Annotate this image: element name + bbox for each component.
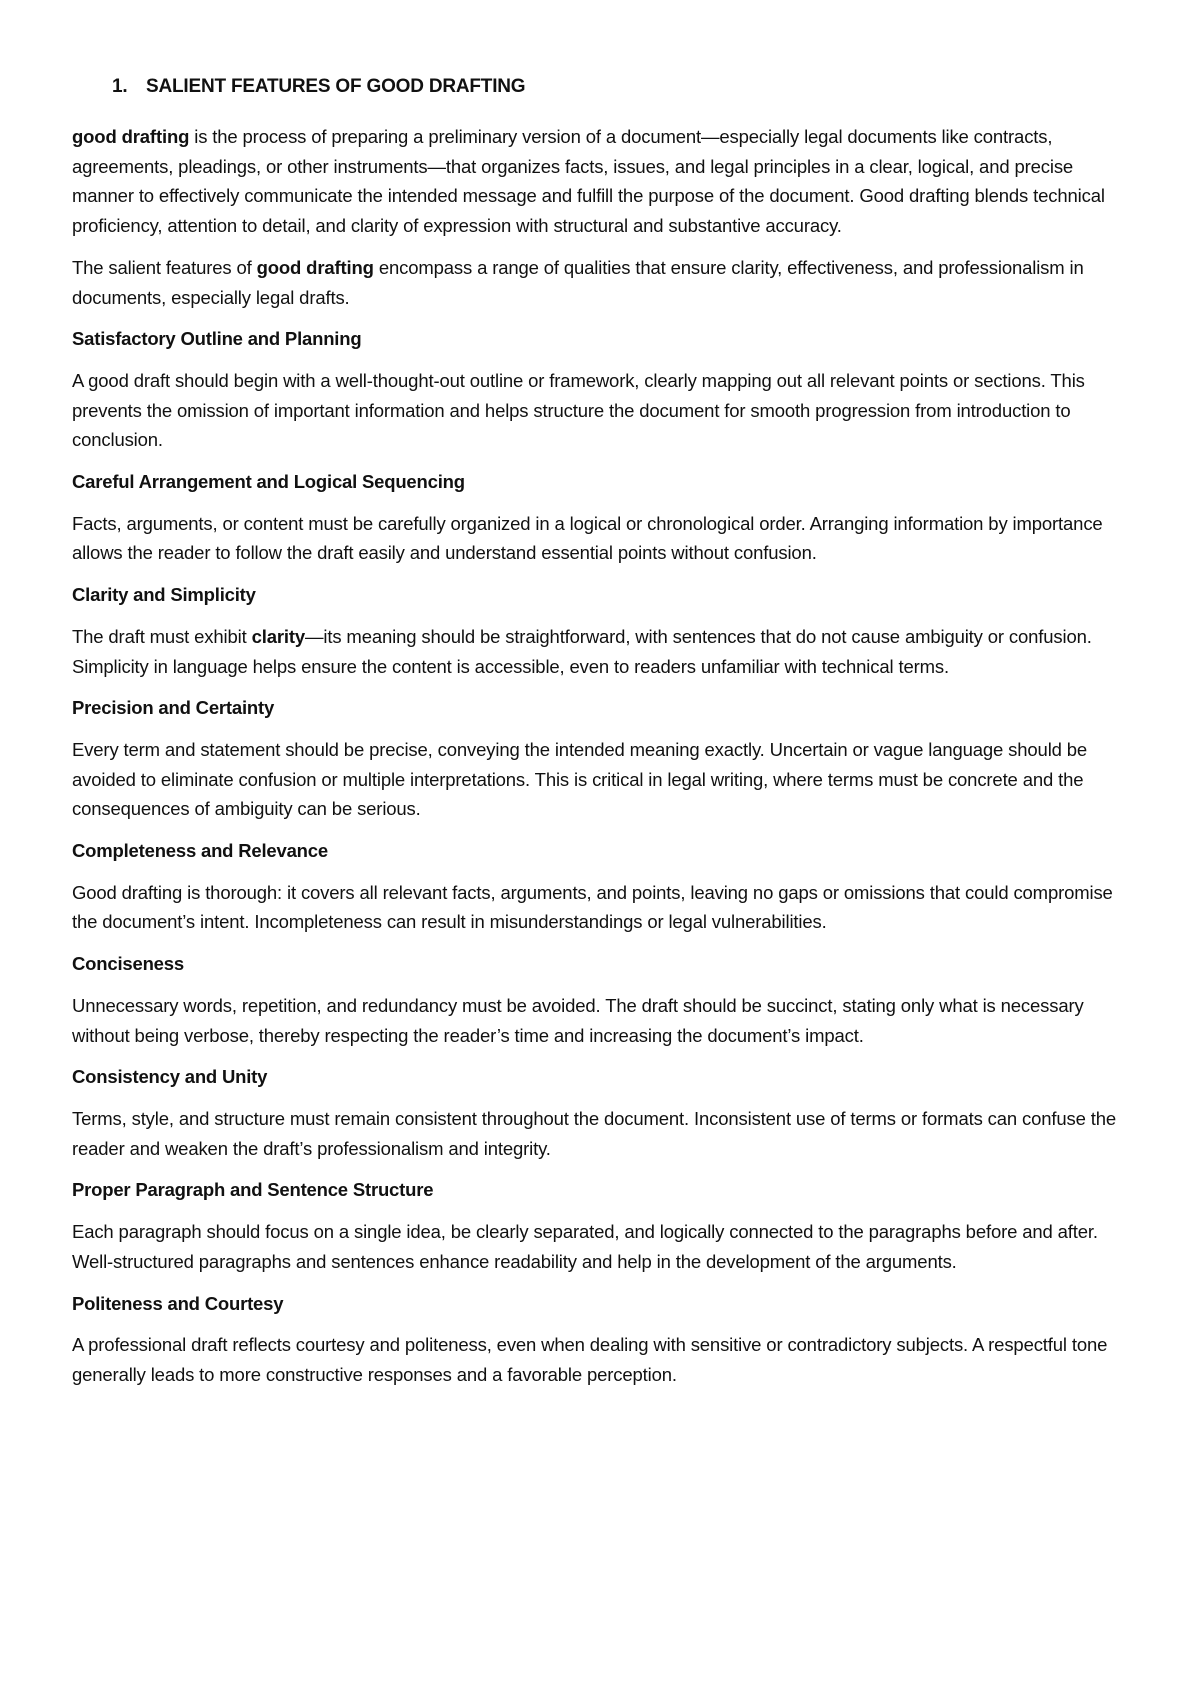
salient-intro-term: good drafting (256, 256, 374, 278)
section-body-politeness: A professional draft reflects courtesy and politeness, even when dealing with sensitive or contradictory subjects. A respectful tone generally leads to more constructive responses and a favorable perception. (72, 1334, 1108, 1385)
section-body-consistency: Terms, style, and structure must remain consistent throughout the document. Inconsistent use of terms or formats can confuse the reader and weaken the draft’s professionalism and integrity. (72, 1107, 1117, 1159)
heading-number: 1. (112, 76, 128, 97)
document-heading (112, 72, 1138, 102)
salient-intro-after: encompass a range of qualities that ensure clarity, effectiveness, and professionalism in documents, especially legal drafts. (72, 256, 1084, 308)
section-heading-completeness: Completeness and Relevance (72, 840, 328, 862)
section-heading-precision: Precision and Certainty (72, 697, 275, 719)
salient-intro-paragraph (72, 253, 1138, 312)
section-heading-clarity: Clarity and Simplicity (72, 584, 256, 606)
intro-text: is the process of preparing a preliminary version of a document—especially legal documents like contracts, agreements, pleadings, or other instruments—that organizes facts, issues, and legal principles in a clear, logical, and precise manner to effectively communicate the intended message and fulfill the purpose of the document. Good drafting blends technical proficiency, attention to detail, and clarity of expression with structural and substantive accuracy. (72, 126, 1105, 237)
section-body-precision: Every term and statement should be precise, conveying the intended meaning exactly. Uncertain or vague language should be avoided to eliminate confusion or multiple interpretations. This is critical in legal writing, where terms must be concrete and the consequences of ambiguity can be serious. (72, 738, 1088, 820)
section-heading-outline: Satisfactory Outline and Planning (72, 328, 362, 350)
section-heading-arrangement: Careful Arrangement and Logical Sequencing (72, 471, 465, 493)
intro-paragraph (72, 122, 1138, 241)
section-heading-conciseness: Conciseness (72, 953, 184, 975)
section-body-conciseness: Unnecessary words, repetition, and redundancy must be avoided. The draft should be succinct, stating only what is necessary without being verbose, thereby respecting the reader’s time and increasing the document’s impact. (72, 994, 1084, 1046)
section-body-structure: Each paragraph should focus on a single idea, be clearly separated, and logically connected to the paragraphs before and after. Well-structured paragraphs and sentences enhance readability and help in the development of the arguments. (72, 1221, 1098, 1272)
clarity-body-before: The draft must exhibit (72, 625, 252, 647)
clarity-term: clarity (251, 625, 306, 647)
salient-intro-before: The salient features of (72, 256, 257, 278)
section-heading-politeness: Politeness and Courtesy (72, 1292, 284, 1314)
section-body-outline: A good draft should begin with a well-thought-out outline or framework, clearly mapping out all relevant points or sections. This prevents the omission of important information and helps structure the document for smooth progression from introduction to conclusion. (72, 369, 1085, 451)
heading-title: SALIENT FEATURES OF GOOD DRAFTING (146, 76, 526, 97)
section-heading-consistency: Consistency and Unity (72, 1066, 268, 1088)
section-body-completeness: Good drafting is thorough: it covers all relevant facts, arguments, and points, leaving no gaps or omissions that could compromise the document’s intent. Incompleteness can result in misunderstandings or legal vulnerabilities. (72, 881, 1113, 933)
section-heading-structure: Proper Paragraph and Sentence Structure (72, 1179, 434, 1201)
section-body-clarity (72, 622, 1138, 681)
section-body-arrangement: Facts, arguments, or content must be carefully organized in a logical or chronological order. Arranging information by importance allows the reader to follow the draft easily and understand essential points without confusion. (72, 512, 1103, 564)
intro-term: good drafting (72, 126, 190, 147)
clarity-body-after: —its meaning should be straightforward, with sentences that do not cause ambiguity or confusion. Simplicity in language helps ensure the content is accessible, even to readers unfamiliar with technical terms. (72, 625, 1092, 677)
